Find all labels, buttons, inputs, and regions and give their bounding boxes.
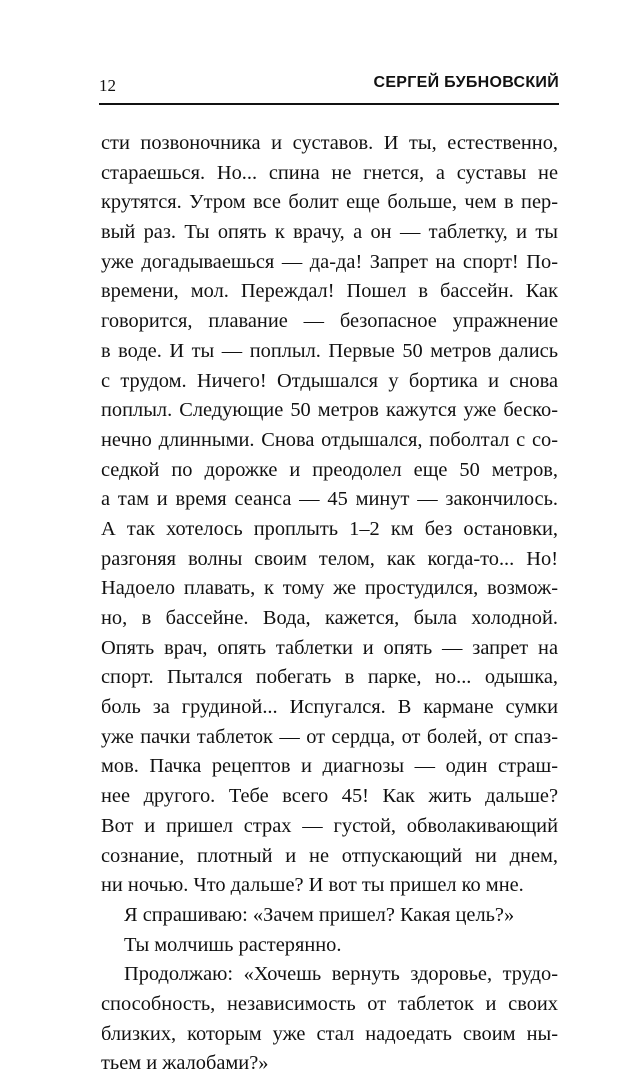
running-head-author: СЕРГЕЙ БУБНОВСКИЙ <box>373 74 559 91</box>
text-line: ни ночью. Что дальше? И вот ты пришел ко мне. <box>101 874 524 897</box>
text-line: говорится, плавание — безопасное упражнение <box>101 310 558 333</box>
text-line: нее другого. Тебе всего 45! Как жить дальше? <box>101 785 558 808</box>
text-line: времени, мол. Переждал! Пошел в бассейн. Как <box>101 280 558 303</box>
text-line: а там и время сеанса — 45 минут — закончилось. <box>101 488 558 511</box>
text-line: боль за грудиной... Испугался. В кармане сумки <box>101 696 558 719</box>
text-line: в воде. И ты — поплыл. Первые 50 метров дались <box>101 339 558 362</box>
text-line: сти позвоночника и суставов. И ты, естественно, <box>101 132 558 154</box>
body-text <box>101 129 558 1079</box>
text-line: Вот и пришел страх — густой, обволакивающий <box>101 814 558 837</box>
text-line: с трудом. Ничего! Отдышался у бортика и снова <box>101 369 558 392</box>
text-line: А так хотелось проплыть 1–2 км без остановки, <box>101 517 558 540</box>
text-line: Я спрашиваю: «Зачем пришел? Какая цель?» <box>124 903 515 926</box>
text-line: нечно длинными. Снова отдышался, поболтал с со- <box>101 428 558 451</box>
text-line: тьем и жалобами?» <box>101 1052 269 1075</box>
text-line: вый раз. Ты опять к врачу, а он — таблетку, и ты <box>101 221 558 244</box>
text-line: уже догадываешься — да-да! Запрет на спорт! По- <box>101 250 558 273</box>
page-number: 12 <box>99 76 116 95</box>
text-line: спорт. Пытался побегать в парке, но... одышка, <box>101 666 558 689</box>
text-line: уже пачки таблеток — от сердца, от болей, от спаз- <box>101 725 558 748</box>
text-line: крутятся. Утром все болит еще больше, чем в пер- <box>101 191 558 214</box>
text-line: способность, независимость от таблеток и своих <box>101 992 558 1015</box>
text-line: Надоело плавать, к тому же простудился, возмож- <box>101 577 558 600</box>
text-line: Продолжаю: «Хочешь вернуть здоровье, трудо- <box>124 963 558 986</box>
text-line: сознание, плотный и не отпускающий ни днем, <box>101 844 558 867</box>
text-line: Опять врач, опять таблетки и опять — запрет на <box>101 636 558 659</box>
text-line: близких, которым уже стал надоедать своим ны- <box>101 1022 558 1045</box>
text-line: мов. Пачка рецептов и диагнозы — один страш- <box>101 755 558 778</box>
page-header <box>99 74 559 100</box>
text-line: седкой по дорожке и преодолел еще 50 метров, <box>101 458 558 481</box>
text-line: разгоняя волны своим телом, как когда-то... Но! <box>101 547 558 570</box>
text-line: стараешься. Но... спина не гнется, а суставы не <box>101 161 558 184</box>
text-line: но, в бассейне. Вода, кажется, была холодной. <box>101 607 558 629</box>
text-line: поплыл. Следующие 50 метров кажутся уже беско- <box>101 399 558 422</box>
text-line: Ты молчишь растерянно. <box>124 933 342 956</box>
header-rule <box>99 103 559 105</box>
